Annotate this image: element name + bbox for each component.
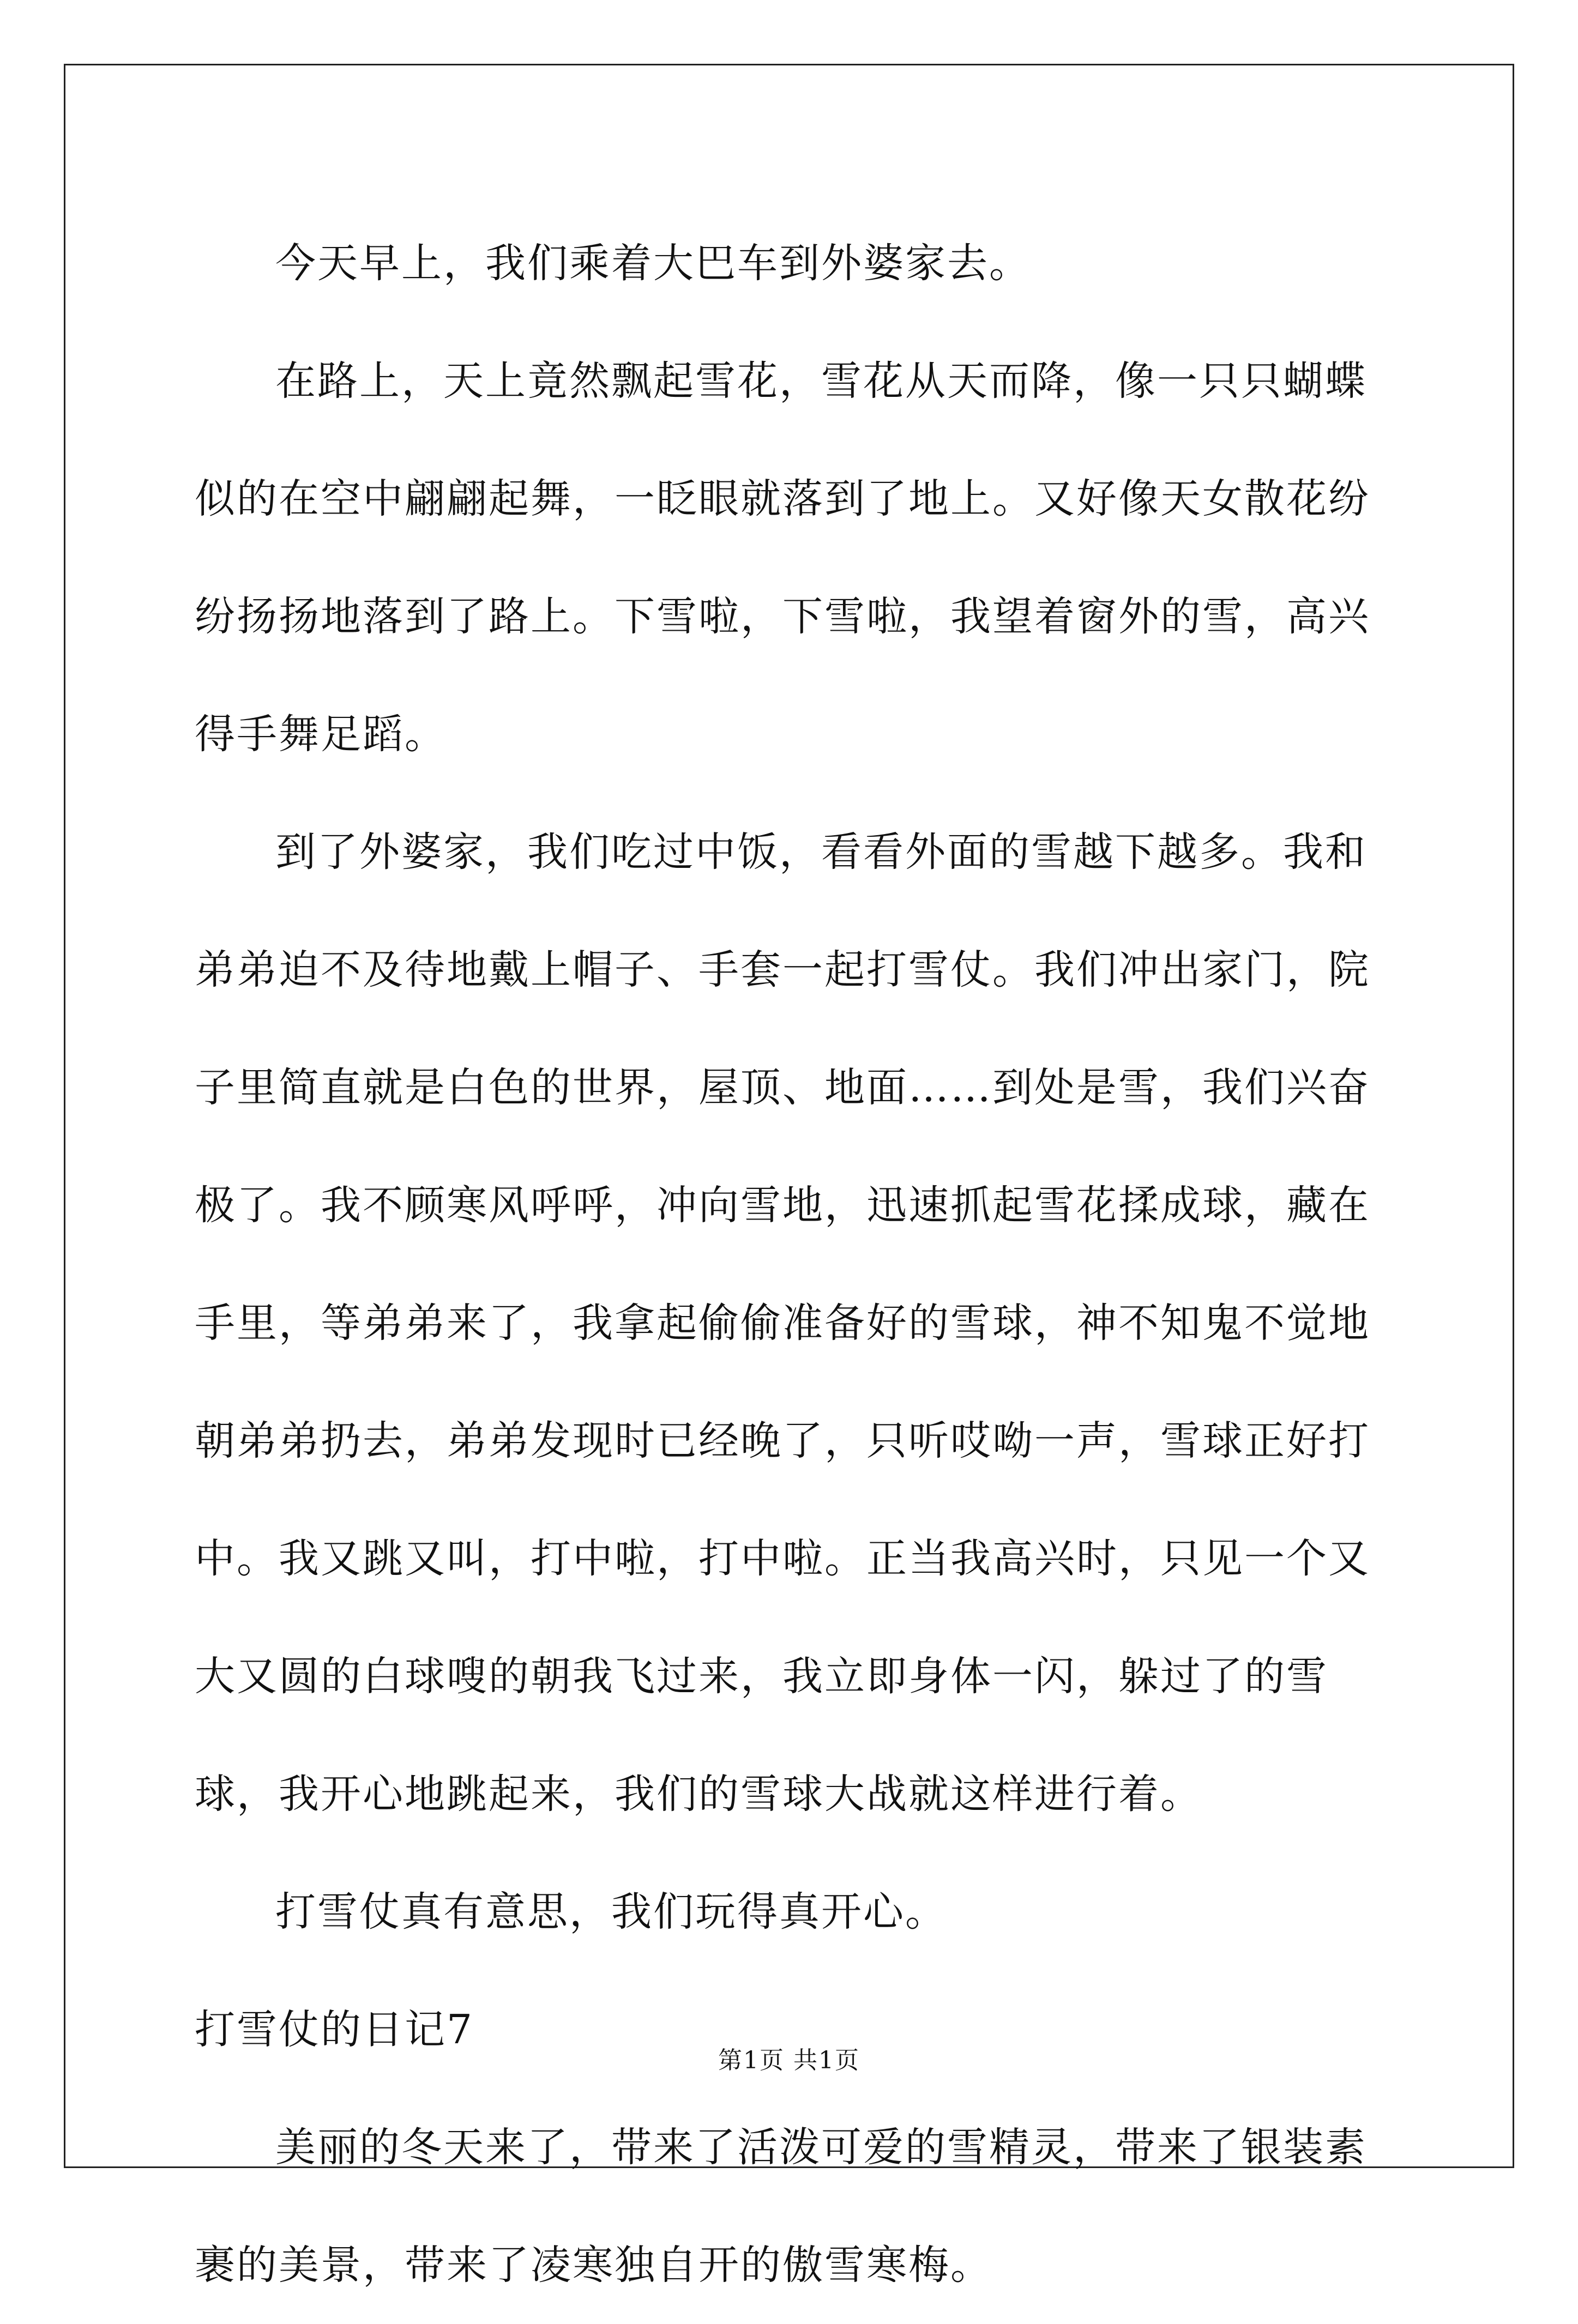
paragraph-3: 到了外婆家，我们吃过中饭，看看外面的雪越下越多。我和弟弟迫不及待地戴上帽子、手套一起打雪仗。我们冲出家门，院子里简直就是白色的世界，屋顶、地面……到处是雪，我们兴奋极了。我不顾寒风呼呼，冲向雪地，迅速抓起雪花揉成球，藏在手里，等弟弟来了，我拿起偷偷准备好的雪球，神不知鬼不觉地朝弟弟扔去，弟弟发现时已经晚了，只听哎呦一声，雪球正好打中。我又跳又叫，打中啦，打中啦。正当我高兴时，只见一个又大又圆的白球嗖的朝我飞过来，我立即身体一闪，躲过了的雪球，我开心地跳起来，我们的雪球大战就这样进行着。 xyxy=(195,829,1370,1818)
paragraph-1: 今天早上，我们乘着大巴车到外婆家去。 xyxy=(275,240,1031,287)
section-heading: 打雪仗的日记7 xyxy=(195,2006,474,2053)
document-body xyxy=(195,204,1394,2324)
page-number-footer: 第1页 共1页 xyxy=(718,2047,860,2074)
paragraph-2: 在路上，天上竟然飘起雪花，雪花从天而降，像一只只蝴蝶似的在空中翩翩起舞，一眨眼就落到了地上。又好像天女散花纷纷扬扬地落到了路上。下雪啦，下雪啦，我望着窗外的雪，高兴得手舞足蹈。 xyxy=(195,358,1370,758)
paragraph-5: 美丽的冬天来了，带来了活泼可爱的雪精灵，带来了银装素裹的美景，带来了凌寒独自开的傲雪寒梅。 xyxy=(195,2124,1367,2289)
paragraph-4: 打雪仗真有意思，我们玩得真开心。 xyxy=(275,1888,947,1935)
